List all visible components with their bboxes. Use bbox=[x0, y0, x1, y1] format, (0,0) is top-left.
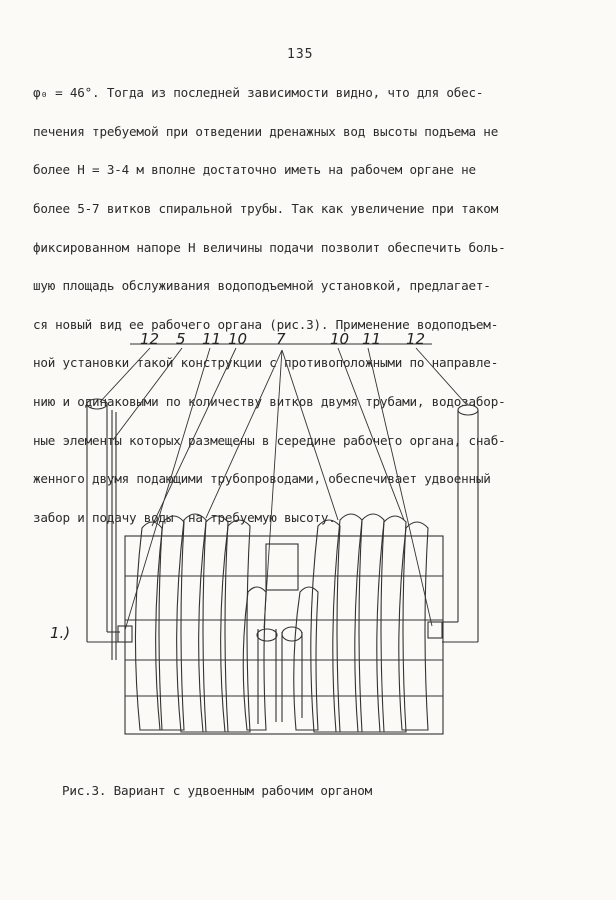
text-line: шую площадь обслуживания водоподъемной установкой, предлагает- bbox=[33, 278, 491, 294]
label-12-right: 12 bbox=[406, 330, 426, 348]
text-line: более Н = 3-4 м вполне достаточно иметь на рабочем органе не bbox=[33, 162, 476, 178]
text-line: φ₀ = 46°. Тогда из последней зависимости видно, что для обес- bbox=[33, 85, 484, 101]
label-7: 7 bbox=[276, 330, 286, 348]
label-10-left: 10 bbox=[228, 330, 248, 348]
text-line: нию и одинаковыми по количеству витков двумя трубами, водозабор- bbox=[33, 394, 506, 410]
technical-drawing bbox=[0, 330, 616, 770]
right-riser-pipe bbox=[428, 405, 478, 642]
text-line: фиксированном напоре Н величины подачи позволит обеспечить боль- bbox=[33, 239, 506, 255]
text-line: ной установки такой конструкции с противоположными по направле- bbox=[33, 355, 499, 371]
figure-caption: Рис.3. Вариант с удвоенным рабочим органом bbox=[62, 783, 373, 798]
right-spiral-coil bbox=[294, 514, 428, 732]
label-11-left: 11 bbox=[202, 330, 222, 348]
text-line: более 5-7 витков спиральной трубы. Так как увеличение при таком bbox=[33, 201, 499, 217]
text-line: ся новый вид ее рабочего органа (рис.3). Применение водоподъем- bbox=[33, 316, 499, 332]
housing-frame bbox=[125, 536, 443, 734]
label-5: 5 bbox=[176, 330, 186, 348]
text-line: печения требуемой при отведении дренажных вод высоты подъема не bbox=[33, 123, 499, 139]
text-line: ные элементы которых размещены в середине рабочего органа, снаб- bbox=[33, 432, 506, 448]
side-mark: 1.) bbox=[50, 624, 71, 642]
label-12-left: 12 bbox=[140, 330, 160, 348]
label-11-right: 11 bbox=[362, 330, 382, 348]
left-spiral-coil bbox=[135, 514, 266, 732]
page-number: 135 bbox=[287, 47, 314, 62]
text-line: забор и подачу воды на требуемую высоту. bbox=[33, 509, 336, 525]
leader-lines bbox=[100, 344, 466, 630]
label-10-right: 10 bbox=[330, 330, 350, 348]
text-line: женного двумя подающими трубопроводами, обеспечивает удвоенный bbox=[33, 471, 491, 487]
